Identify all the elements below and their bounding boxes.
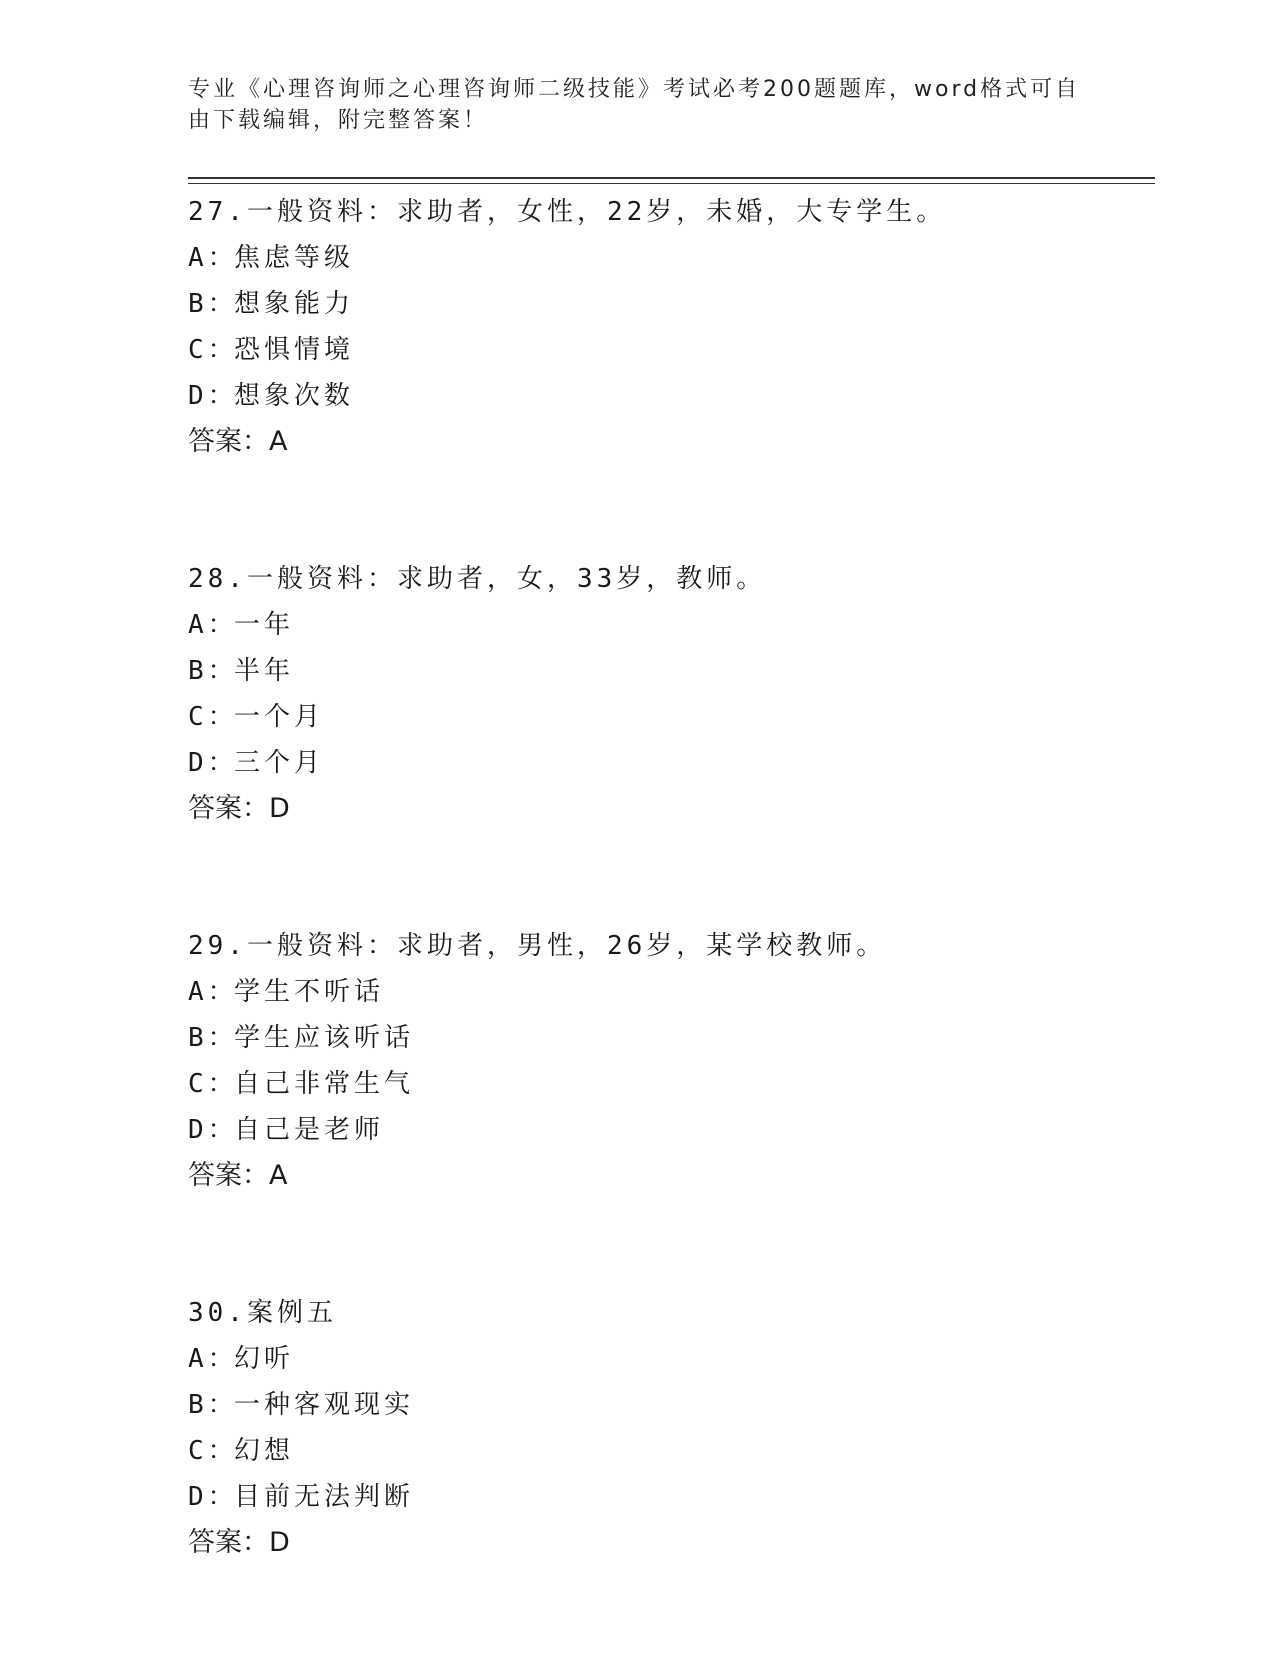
option-c [188, 1428, 1148, 1474]
option-label: B： [188, 289, 238, 319]
question-28 [188, 556, 1148, 832]
question-stem: 27.一般资料：求助者，女性，22岁，未婚，大专学生。 [188, 197, 947, 227]
option-c [188, 694, 1148, 740]
option-a [188, 602, 1148, 648]
header-divider-thin [188, 183, 1155, 184]
option-label: D： [188, 1115, 238, 1145]
option-text: 焦虑等级 [234, 243, 355, 273]
question-stem: 28.一般资料：求助者，女，33岁，教师。 [188, 564, 767, 594]
option-label: D： [188, 748, 238, 778]
option-text: 一个月 [234, 702, 325, 732]
question-29 [188, 923, 1148, 1199]
option-b [188, 1382, 1148, 1428]
option-b [188, 648, 1148, 694]
option-label: A： [188, 243, 238, 273]
option-b [188, 281, 1148, 327]
answer-line: 答案：D [188, 793, 290, 824]
option-text: 幻想 [234, 1436, 295, 1466]
option-text: 学生不听话 [234, 977, 385, 1007]
option-a [188, 235, 1148, 281]
option-d [188, 1474, 1148, 1520]
option-b [188, 1015, 1148, 1061]
document-header [188, 74, 1081, 136]
option-text: 三个月 [234, 748, 325, 778]
option-text: 恐惧情境 [234, 335, 355, 365]
option-label: C： [188, 1436, 238, 1466]
option-a [188, 969, 1148, 1015]
header-line-2: 由下载编辑，附完整答案！ [188, 108, 489, 133]
question-list [188, 189, 1148, 1657]
option-text: 目前无法判断 [234, 1482, 415, 1512]
option-d [188, 1107, 1148, 1153]
answer-line: 答案：A [188, 426, 288, 457]
option-label: D： [188, 381, 238, 411]
option-label: D： [188, 1482, 238, 1512]
option-d [188, 373, 1148, 419]
question-27 [188, 189, 1148, 465]
option-label: B： [188, 1390, 238, 1420]
option-label: B： [188, 656, 238, 686]
option-label: B： [188, 1023, 238, 1053]
option-text: 学生应该听话 [234, 1023, 415, 1053]
option-d [188, 740, 1148, 786]
option-label: C： [188, 1069, 238, 1099]
option-text: 想象能力 [234, 289, 355, 319]
option-label: A： [188, 977, 238, 1007]
option-c [188, 327, 1148, 373]
option-text: 自己是老师 [234, 1115, 385, 1145]
option-text: 半年 [234, 656, 295, 686]
question-stem: 29.一般资料：求助者，男性，26岁，某学校教师。 [188, 931, 887, 961]
option-label: A： [188, 610, 238, 640]
question-stem: 30.案例五 [188, 1298, 337, 1328]
option-text: 想象次数 [234, 381, 355, 411]
option-a [188, 1336, 1148, 1382]
option-label: A： [188, 1344, 238, 1374]
question-30 [188, 1290, 1148, 1566]
option-label: C： [188, 335, 238, 365]
answer-line: 答案：A [188, 1160, 288, 1191]
header-divider-thick [188, 177, 1155, 179]
answer-line: 答案：D [188, 1527, 290, 1558]
option-text: 幻听 [234, 1344, 295, 1374]
option-text: 一年 [234, 610, 295, 640]
option-text: 一种客观现实 [234, 1390, 415, 1420]
option-text: 自己非常生气 [234, 1069, 415, 1099]
option-c [188, 1061, 1148, 1107]
option-label: C： [188, 702, 238, 732]
header-line-1: 专业《心理咨询师之心理咨询师二级技能》考试必考200题题库，word格式可自 [188, 77, 1081, 102]
